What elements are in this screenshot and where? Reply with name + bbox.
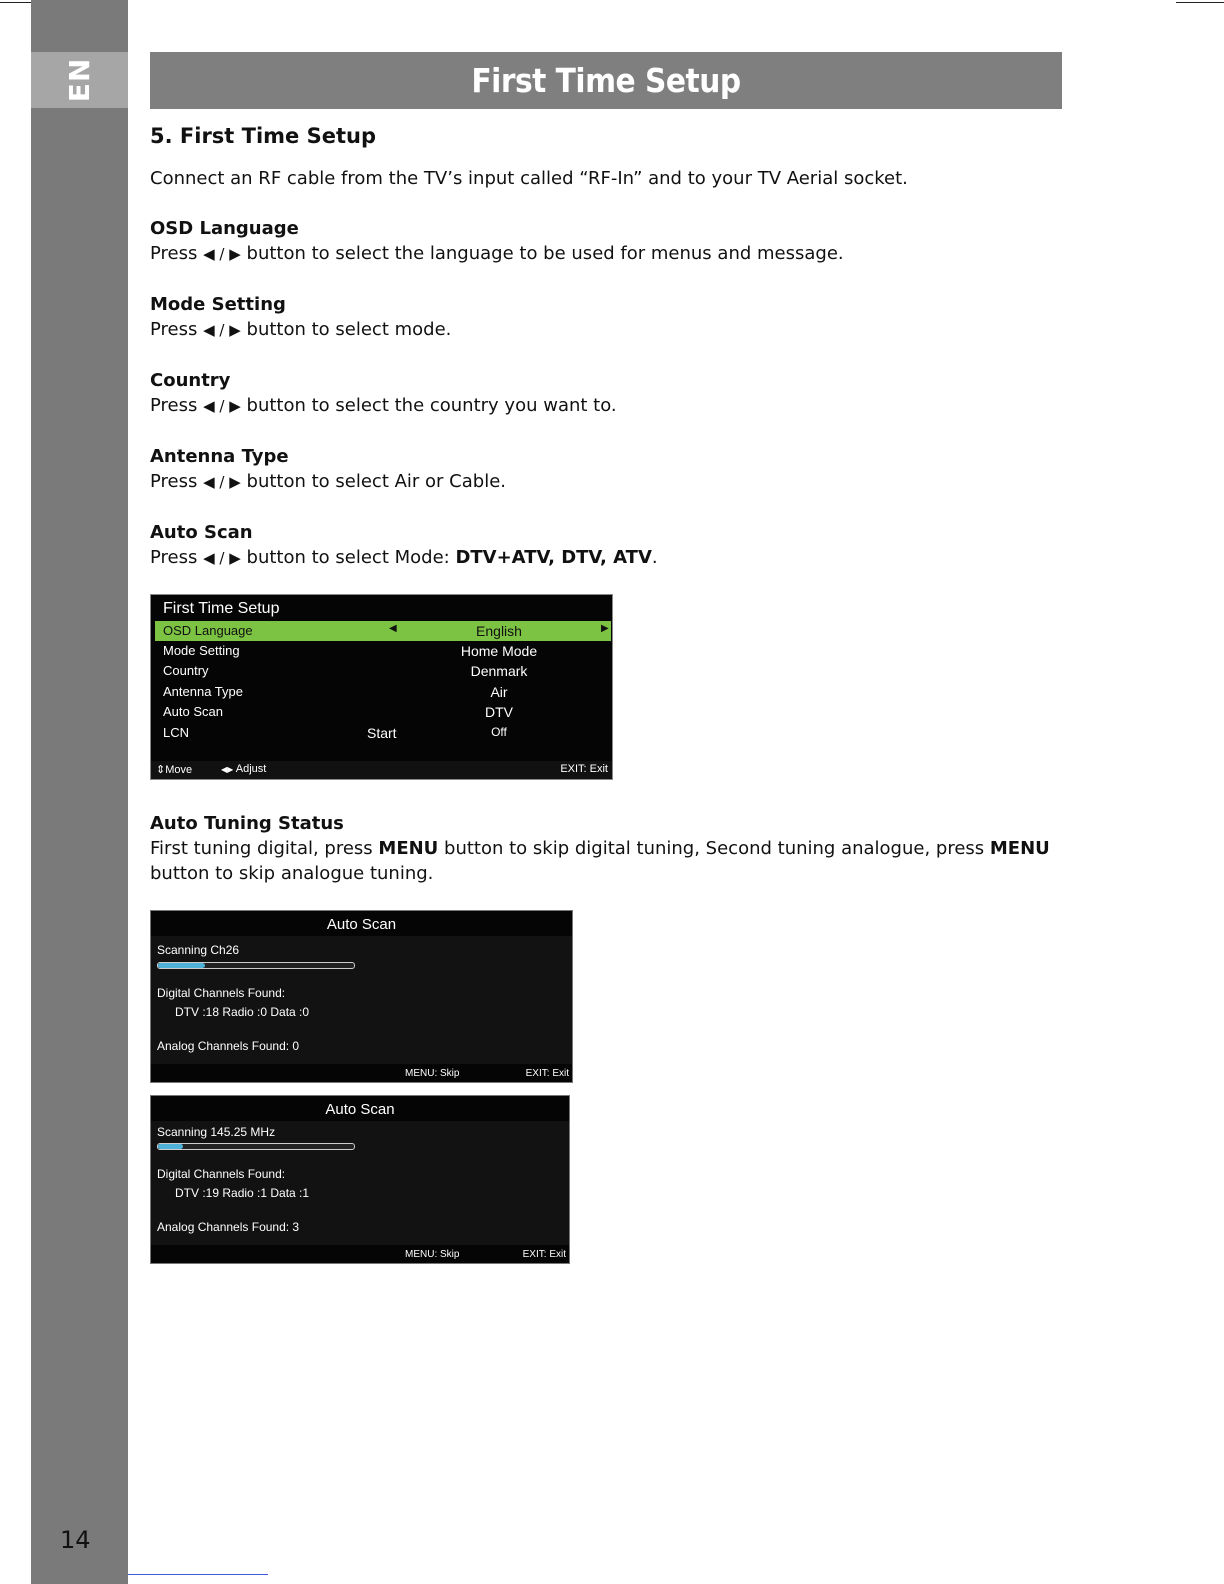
analog-found: Analog Channels Found: 0 [157, 1039, 300, 1053]
scan-progress-bar [157, 962, 355, 969]
scan-progress-bar [157, 1143, 355, 1150]
menu-footer-move: ⇕Move [156, 764, 193, 776]
sidebar [31, 0, 128, 1584]
auto-scan-screenshot-analogue [150, 1095, 570, 1264]
menu-row-label: LCN [163, 725, 190, 740]
section-auto-tuning-status [150, 811, 1050, 886]
scan-status: Scanning Ch26 [157, 943, 240, 957]
menu-row-value: Off [491, 725, 507, 739]
exit-hint: EXIT: Exit [522, 1249, 566, 1260]
tuning-paragraph: First tuning digital, press MENU button to skip digital tuning, Second tuning analogue, press MENU button to skip analogue tuning. [150, 838, 1050, 884]
language-tab-label: EN [63, 57, 96, 103]
left-right-arrows-icon: ◀ / ▶ [203, 473, 241, 491]
section-title: Auto Scan [150, 522, 253, 543]
menu-row-lcn [155, 723, 611, 743]
menu-footer-adjust: ◀▶ Adjust [221, 763, 267, 775]
scan-title: Auto Scan [151, 911, 572, 936]
press-word: Press [150, 471, 198, 492]
menu-row-country [155, 661, 611, 681]
menu-row-label: Mode Setting [163, 643, 240, 658]
menu-row-value: DTV [485, 704, 513, 720]
section-antenna-type [150, 444, 1050, 495]
analog-found: Analog Channels Found: 3 [157, 1220, 300, 1234]
menu-row-value: Denmark [470, 663, 528, 679]
digital-found-label: Digital Channels Found: [157, 986, 286, 1000]
menu-skip-hint: MENU: Skip [405, 1249, 460, 1260]
left-right-arrows-icon: ◀ / ▶ [203, 549, 241, 567]
digital-found-label: Digital Channels Found: [157, 1167, 286, 1181]
menu-row-label: Auto Scan [163, 704, 223, 719]
scan-footer [151, 1064, 572, 1082]
intro-paragraph: Connect an RF cable from the TV’s input called “RF-In” and to your TV Aerial socket. [150, 168, 908, 189]
press-word: Press [150, 395, 198, 416]
section-heading: 5. First Time Setup [150, 124, 376, 148]
footer-rule [128, 1574, 268, 1575]
scan-modes: DTV+ATV, DTV, ATV [455, 547, 652, 568]
up-down-arrows-icon: ⇕ [156, 764, 166, 776]
section-text: button to select the language to be used for menus and message. [246, 243, 844, 264]
section-title: OSD Language [150, 218, 299, 239]
left-right-arrows-icon: ◀ / ▶ [203, 245, 241, 263]
section-title: Antenna Type [150, 446, 289, 467]
menu-row-start: Start [367, 725, 397, 741]
section-title: Auto Tuning Status [150, 813, 344, 834]
menu-footer-exit: EXIT: Exit [560, 763, 608, 775]
menu-footer [151, 761, 612, 779]
scan-footer [151, 1245, 569, 1263]
section-text: button to select Mode: [246, 547, 456, 568]
press-word: Press [150, 319, 198, 340]
section-title: Country [150, 370, 231, 391]
crop-mark-right [1176, 2, 1224, 3]
scan-progress-fill [158, 963, 205, 968]
menu-row-label: Country [163, 663, 209, 678]
menu-row-value: English [476, 623, 522, 639]
menu-row-auto-scan [155, 702, 611, 722]
section-text: button to select the country you want to. [246, 395, 617, 416]
menu-title: First Time Setup [163, 600, 280, 617]
left-arrow-icon: ◀ [389, 623, 397, 634]
menu-skip-hint: MENU: Skip [405, 1068, 460, 1079]
section-country [150, 368, 1050, 419]
page-number: 14 [60, 1526, 91, 1554]
section-title: Mode Setting [150, 294, 286, 315]
scan-status: Scanning 145.25 MHz [157, 1125, 276, 1139]
section-text-tail: . [651, 547, 658, 568]
right-arrow-icon: ▶ [601, 623, 609, 634]
left-right-arrows-icon: ◀ / ▶ [203, 321, 241, 339]
digital-counts: DTV :18 Radio :0 Data :0 [175, 1005, 310, 1019]
menu-row-osd-language [155, 621, 611, 641]
section-text: button to select Air or Cable. [246, 471, 506, 492]
scan-progress-fill [158, 1144, 183, 1149]
menu-row-antenna-type [155, 682, 611, 702]
press-word: Press [150, 243, 198, 264]
menu-row-label: OSD Language [163, 623, 253, 638]
menu-key: MENU [989, 838, 1050, 859]
auto-scan-screenshot-digital [150, 910, 573, 1083]
section-osd-language [150, 216, 1050, 267]
digital-counts: DTV :19 Radio :1 Data :1 [175, 1186, 310, 1200]
exit-hint: EXIT: Exit [525, 1068, 569, 1079]
section-text: button to select mode. [246, 319, 452, 340]
menu-key: MENU [378, 838, 439, 859]
menu-row-mode-setting [155, 641, 611, 661]
menu-row-label: Antenna Type [163, 684, 243, 699]
page-banner [150, 52, 1062, 109]
first-time-setup-menu-screenshot [150, 594, 613, 780]
menu-row-value: Air [490, 684, 508, 700]
left-right-small-arrows-icon: ◀▶ [221, 765, 234, 774]
menu-row-value: Home Mode [460, 643, 538, 659]
banner-title: First Time Setup [471, 61, 741, 100]
left-right-arrows-icon: ◀ / ▶ [203, 397, 241, 415]
section-auto-scan [150, 520, 1050, 571]
press-word: Press [150, 547, 198, 568]
section-mode-setting [150, 292, 1050, 343]
language-tab [31, 52, 128, 108]
scan-title: Auto Scan [151, 1096, 569, 1121]
